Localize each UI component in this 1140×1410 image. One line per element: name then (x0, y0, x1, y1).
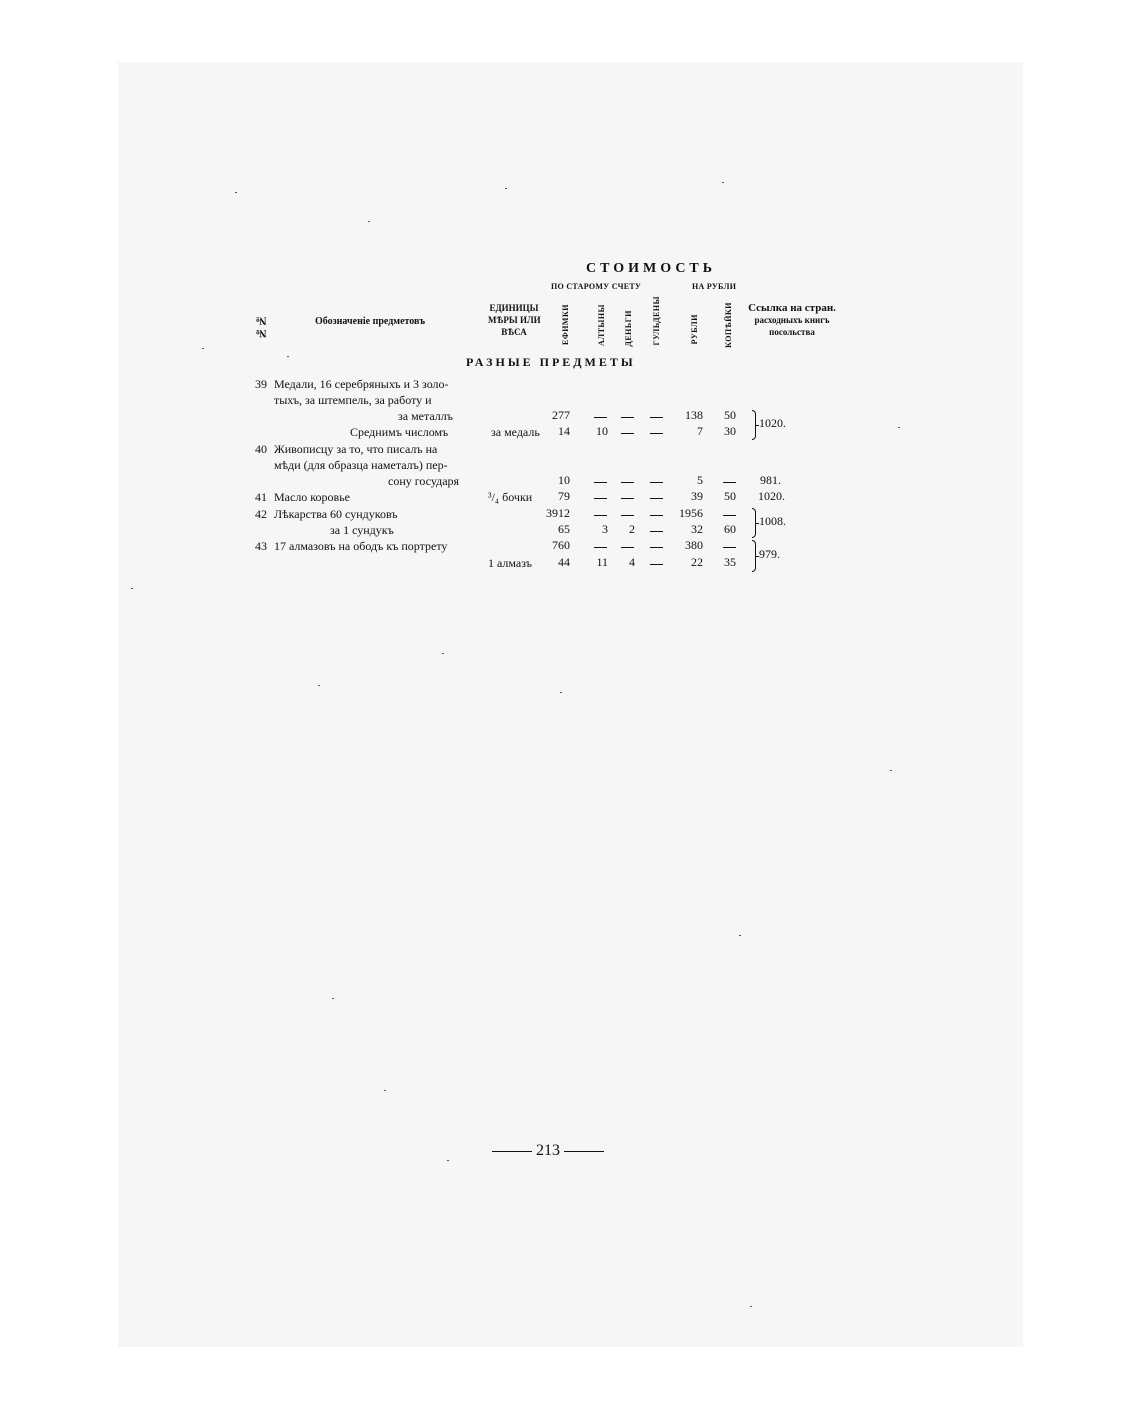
ref-header-line: посольства (769, 327, 815, 337)
empty-dash (723, 547, 736, 548)
empty-dash (594, 515, 607, 516)
scan-speck (368, 221, 370, 222)
scan-speck (739, 935, 741, 936)
ref-column-header (744, 302, 840, 338)
empty-dash (621, 515, 634, 516)
row-number: 39 (255, 377, 267, 391)
item-description: Живописцу за то, что писалъ на (274, 442, 438, 456)
page-number (488, 1142, 608, 1160)
brace-bracket (752, 540, 756, 572)
dengi-value: 4 (629, 555, 635, 569)
empty-dash (594, 417, 607, 418)
altyny-value: 11 (596, 555, 608, 569)
altyny-column-header: АЛТЫНЫ (597, 304, 606, 347)
efimki-value: 10 (558, 473, 570, 487)
gulden-column-header: ГУЛЬДЕНЫ (652, 296, 661, 346)
scan-speck (442, 653, 444, 654)
empty-dash (621, 498, 634, 499)
page-reference: 979. (759, 547, 780, 561)
page-reference: 981. (760, 473, 781, 487)
units-column-header (488, 302, 540, 338)
scan-speck (722, 182, 724, 183)
item-description: за 1 сундукъ (330, 523, 394, 537)
unit-value: за медаль (491, 425, 540, 439)
scan-speck (447, 1160, 449, 1161)
page-reference: 1020. (759, 416, 786, 430)
item-description: мѣди (для образца наметалъ) пер- (274, 458, 448, 472)
kopeiki-value: 60 (724, 522, 736, 536)
rubli-value: 138 (685, 408, 703, 422)
rubli-value: 7 (697, 424, 703, 438)
empty-dash (650, 547, 663, 548)
kopeiki-value: 35 (724, 555, 736, 569)
units-header-line: МѢРЫ ИЛИ (488, 315, 541, 325)
rubli-value: 39 (691, 489, 703, 503)
row-number: 43 (255, 539, 267, 553)
scan-speck (750, 1306, 752, 1307)
kopeiki-value: 50 (724, 489, 736, 503)
scan-speck (202, 348, 204, 349)
efimki-column-header: ЕФИМКИ (561, 304, 570, 346)
scan-speck (131, 588, 133, 589)
efimki-value: 65 (558, 522, 570, 536)
page-reference: 1008. (759, 514, 786, 528)
altyny-value: 10 (596, 424, 608, 438)
units-header-line: ЕДИНИЦЫ (489, 303, 539, 313)
altyny-value: 3 (602, 522, 608, 536)
empty-dash (723, 515, 736, 516)
scan-speck (384, 1090, 386, 1091)
scan-speck (318, 685, 320, 686)
efimki-value: 79 (558, 489, 570, 503)
scan-speck (332, 998, 334, 999)
efimki-value: 14 (558, 424, 570, 438)
empty-dash (621, 547, 634, 548)
efimki-value: 277 (552, 408, 570, 422)
brace-bracket (752, 508, 756, 538)
page-number-rule (492, 1151, 532, 1152)
empty-dash (594, 547, 607, 548)
row-number: 42 (255, 507, 267, 521)
efimki-value: 760 (552, 538, 570, 552)
rubli-value: 32 (691, 522, 703, 536)
empty-dash (650, 433, 663, 434)
item-description: Среднимъ числомъ (350, 425, 449, 439)
rubli-value: 22 (691, 555, 703, 569)
empty-dash (650, 515, 663, 516)
row-number: 40 (255, 442, 267, 456)
unit-value: 1 алмазъ (488, 556, 532, 570)
empty-dash (650, 417, 663, 418)
empty-dash (650, 564, 663, 565)
cost-header: СТОИМОСТЬ (586, 261, 717, 276)
scan-speck (560, 692, 562, 693)
empty-dash (650, 531, 663, 532)
item-description: Масло коровье (274, 490, 350, 504)
kopeiki-column-header: КОПѢЙКИ (724, 302, 733, 348)
number-column-header: №№ (255, 314, 267, 339)
section-title: РАЗНЫЕ ПРЕДМЕТЫ (466, 355, 636, 369)
scan-speck (898, 427, 900, 428)
items-column-header: Обозначеніе предметовъ (315, 316, 426, 327)
efimki-value: 44 (558, 555, 570, 569)
ref-header-line: Ссылка на стран. (748, 302, 836, 314)
empty-dash (594, 498, 607, 499)
item-description: за металлъ (398, 409, 453, 423)
empty-dash (650, 482, 663, 483)
scan-speck (287, 356, 289, 357)
rubli-value: 5 (697, 473, 703, 487)
empty-dash (594, 482, 607, 483)
page-number-rule (564, 1151, 604, 1152)
scan-speck (235, 192, 237, 193)
empty-dash (621, 417, 634, 418)
row-number: 41 (255, 490, 267, 504)
item-description: сону государя (388, 474, 460, 488)
rubles-header: НА РУБЛИ (692, 282, 737, 291)
kopeiki-value: 50 (724, 408, 736, 422)
rubli-value: 1956 (679, 506, 703, 520)
item-description: тыхъ, за штемпель, за работу и (274, 393, 432, 407)
item-description: 17 алмазовъ на ободъ къ портрету (274, 539, 448, 553)
rubli-value: 380 (685, 538, 703, 552)
kopeiki-value: 30 (724, 424, 736, 438)
units-header-line: ВѢСА (501, 327, 527, 337)
item-description: Лѣкарства 60 сундуковъ (274, 507, 398, 521)
empty-dash (723, 482, 736, 483)
brace-bracket (752, 410, 756, 440)
dengi-column-header: ДЕНЬГИ (624, 310, 633, 347)
unit-value: ³/₄ бочки (488, 490, 533, 504)
item-description: Медали, 16 серебряныхъ и 3 золо- (274, 377, 449, 391)
efimki-value: 3912 (546, 506, 570, 520)
rubli-column-header: РУБЛИ (690, 314, 699, 345)
empty-dash (621, 433, 634, 434)
page-number-text: 213 (536, 1142, 560, 1159)
dengi-value: 2 (629, 522, 635, 536)
page-reference: 1020. (758, 489, 785, 503)
scan-speck (505, 188, 507, 189)
empty-dash (621, 482, 634, 483)
empty-dash (650, 498, 663, 499)
ref-header-line: расходныхъ книгъ (754, 315, 830, 325)
old-account-header: ПО СТАРОМУ СЧЕТУ (551, 282, 642, 291)
scan-speck (890, 770, 892, 771)
